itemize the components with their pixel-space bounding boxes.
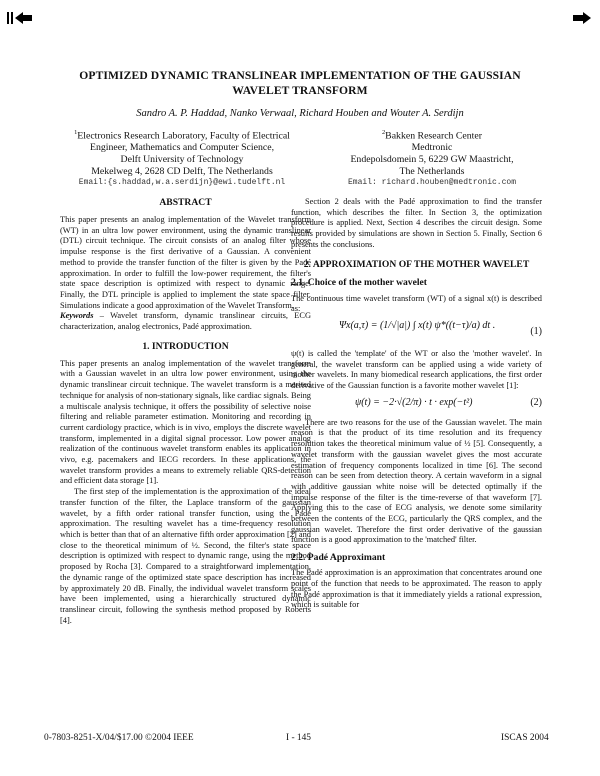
arrow-left-icon [7, 11, 33, 25]
affiliation-left: $^1$Electronics Research Laboratory, Faculty of Electrical Engineer, Mathematics and Computer Science, Delft University of Technology Mekelweg 4, 2628 CD Delft, The Netherlands Email:{s.haddad,w.a.serdijn}@ewi.tudelft.nl [52, 127, 312, 189]
intro-paragraph-2: The first step of the implementation is the approximation of the ideal transfer function of the filter, the Laplace transform of the gaussian wavelet, by a fifth order rational transfer function, using the Padé approximation. The resulting wavelet has a time-frequency resolution which is better than that of an alternative fifth order approximation [2] and close to the theoretical minimum of ½. Second, the filter's state space description is optimized with respect to dynamic range, using the method proposed by Rocha [3]. Compared to a straightforward implementation, the dynamic range of the optimized state space description has increased by approximately 20 dB. Finally, the individual wavelet transform scales have been implemented, using a hierarchically structured dynamic translinear circuit, following the synthesis method proposed by Roberts [4]. [60, 487, 311, 625]
affiliation-right: $^2$Bakken Research Center Medtronic Endepolsdomein 5, 6229 GW Maastricht, The Netherlands Email: richard.houben@medtronic.com [312, 127, 552, 189]
sec21-paragraph-2: ψ(t) is called the 'template' of the WT or also the 'mother wavelet'. In general, the wavelet transform can be applied using a wide variety of mother wavelets. In many biomedical research applications, the first order derivative of the Gaussian function is a favorite mother wavelet [1]: [291, 348, 542, 391]
arrow-right-icon [572, 11, 592, 25]
keywords: Keywords – Wavelet transform, dynamic translinear circuits, ECG characterization, analog electronics, Padé approximation. [60, 311, 311, 332]
footer-conference: ISCAS 2004 [501, 733, 549, 743]
paper-title: OPTIMIZED DYNAMIC TRANSLINEAR IMPLEMENTATION OF THE GAUSSIAN WAVELET TRANSFORM [79, 69, 521, 97]
sec21-paragraph-3: There are two reasons for the use of the Gaussian wavelet. The main reason is that the product of its time resolution and its frequency resolution takes the theoretical minimum value of ½ [5]. Consequently, a wavelet transform with the gaussian wavelet gives the most accurate estimation of frequency components localized in time [6]. The second reason can be seen from detection theory. A certain waveform in a signal with additive gaussian white noise will be detected optimally if the impulse response of the filter is the time-reverse of that waveform [7]. Applying this to the case of ECG analysis, we denote some similarity between the contents of the ECG, particularly the QRS complex, and the gaussian wavelet. Therefore the first order derivative of the gaussian function is a good approximation to the 'matched' filter. [291, 417, 542, 545]
equation-2: ψ(t) = −2·√(2/π) · t · exp(−t²) (2) [355, 396, 542, 408]
equation-1: Ψx(a,τ) = (1/√|a|) ∫ x(t) ψ*((t−τ)/a) dt . (1) [339, 319, 542, 337]
abstract-heading: ABSTRACT [159, 197, 212, 208]
sec22-paragraph-1: The Padé approximation is an approximation that concentrates around one point of the function that needs to be approximated. The reason to apply the Padé approximation is that it immediately yields a rational expression, which is suitable for [291, 568, 542, 610]
email-left: Email:{s.haddad,w.a.serdijn}@ewi.tudelft.nl [78, 178, 286, 188]
footer-page-number: I - 145 [286, 733, 311, 743]
next-page-button[interactable] [572, 10, 592, 28]
section-2-1-heading: 2.1. Choice of the mother wavelet [291, 276, 427, 288]
left-column [60, 197, 311, 626]
right-column [291, 197, 542, 611]
intro-paragraph-1: This paper presents an analog implementation of the wavelet transform with a Gaussian wavelet in an ultra low power environment, using the dynamic translinear circuit technique. The wavelet transform is a merited technique for analysis of non-stationary signals, like cardiac signals. Being a multiscale analysis technique, it offers the possibility of selective noise filtering and reliable parameter estimation. Monitoring and recording in current cardiology practice, which is in vivo, employs the discrete wavelet transform, implemented in a digital signal processor. Low power analog realization of the continuous wavelet transform enables its application in vivo, e.g. pacemakers and IECG recorders. In these applications, the wavelet transform provides a means to extremely reliable QRS-detection and efficient data storage [1]. [60, 358, 311, 486]
section-2-2-heading: 2.2. Padé Approximant [291, 552, 386, 564]
sec21-paragraph-1: The continuous time wavelet transform (WT) of a signal x(t) is described as: [291, 293, 542, 314]
author-list: Sandro A. P. Haddad, Nanko Verwaal, Richard Houben and Wouter A. Serdijn [136, 108, 464, 119]
email-right: Email: richard.houben@medtronic.com [347, 178, 517, 188]
introduction-heading: 1. INTRODUCTION [142, 340, 229, 352]
footer-copyright: 0-7803-8251-X/04/$17.00 ©2004 IEEE [44, 733, 194, 743]
abstract-text: This paper presents an analog implementation of the Wavelet transform (WT) in an ultra low power environment, using the dynamic translinear (DTL) circuit technique. The circuit consists of an analog filter whose impulse response is the first derivative of a Gaussian. A convenient method to provide the transfer function of the filter is given by the Padé approximation. In order to fulfill the low-power requirement, the filter's state space description is optimized with respect to dynamic range. Finally, the DTL principle is applied to implement the state space filter. Simulations indicate a good approximation of the Wavelet Transform. [60, 215, 311, 310]
section-2-heading: 2. APPROXIMATION OF THE MOTHER WAVELET [303, 258, 530, 270]
section-overview-paragraph: Section 2 deals with the Padé approximation to find the transfer function, which describes the filter. In Section 3, the optimization procedure is applied. Next, Section 4 describes the circuit design. Some results provided by simulations are shown in Section 5. Finally, Section 6 presents the conclusions. [291, 197, 542, 249]
previous-page-button[interactable] [7, 10, 33, 28]
